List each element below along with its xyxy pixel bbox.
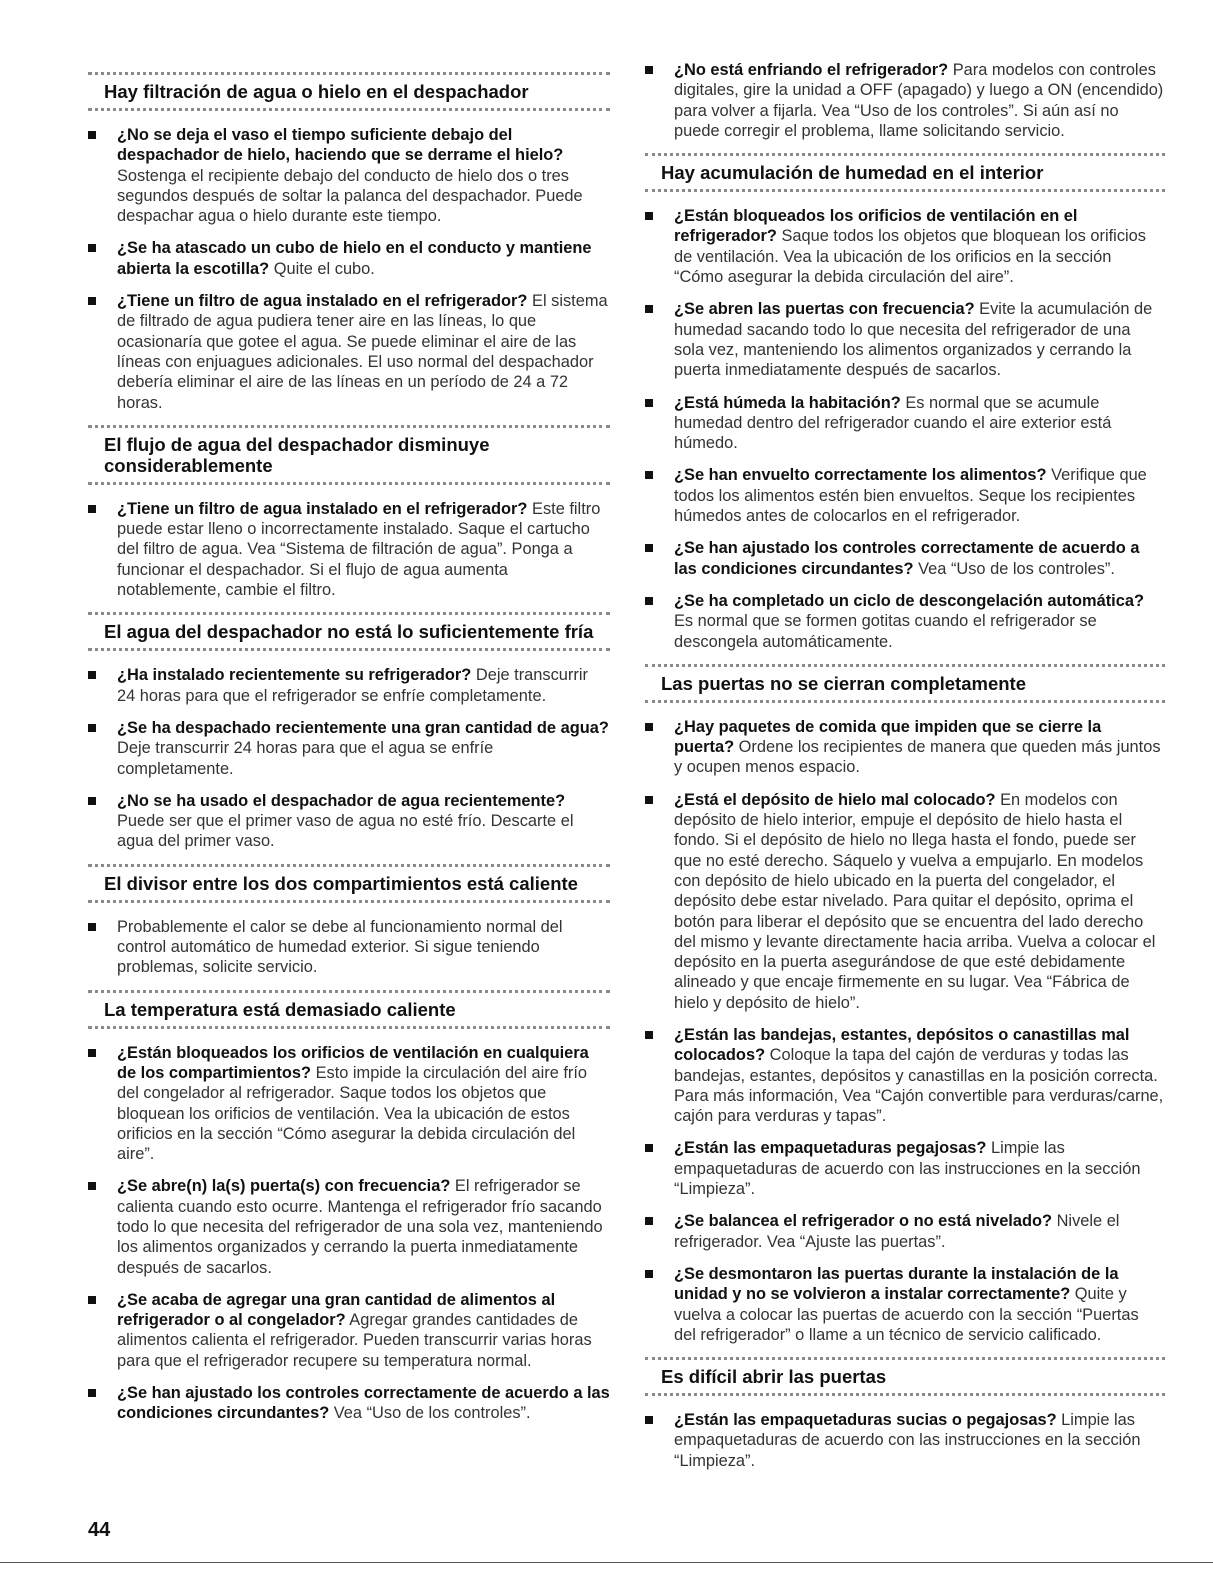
section — [88, 425, 610, 600]
question-text: ¿No está enfriando el refrigerador? — [674, 61, 949, 79]
square-bullet-icon — [88, 724, 96, 732]
list-item — [88, 718, 610, 779]
square-bullet-icon — [88, 1049, 96, 1057]
square-bullet-icon — [645, 597, 653, 605]
answer-text: Este filtro puede estar lleno o incorrectamente instalado. Saque el cartucho del filtro de agua. Vea “Sistema de filtración de agua”. Ponga a funcionar el despachador. Si el flujo de agua aumenta notablemente, cambie el filtro. — [117, 499, 601, 600]
dotted-rule — [88, 1026, 610, 1029]
list-item — [88, 665, 610, 706]
question-text: ¿Están las empaquetaduras pegajosas? — [674, 1139, 987, 1158]
list-item — [88, 917, 610, 978]
square-bullet-icon — [88, 297, 96, 305]
section — [88, 72, 610, 413]
list-item — [645, 206, 1165, 287]
question-text: ¿Se acaba de agregar una gran cantidad de alimentos al refrigerador o al congelador? — [117, 1290, 556, 1330]
answer-text: El refrigerador se calienta cuando esto ocurre. Mantenga el refrigerador frío sacando todo lo que necesita del refrigerador de una sola vez, manteniendo los alimentos organizados y cerrando la puerta inmediatamente después de sacarlos. — [117, 1177, 603, 1277]
question-text: ¿Se han ajustado los controles correctamente de acuerdo a las condiciones circundantes? — [674, 539, 1140, 578]
square-bullet-icon — [88, 1296, 96, 1304]
list-item — [645, 1025, 1165, 1126]
square-bullet-icon — [645, 305, 653, 313]
answer-text: Probablemente el calor se debe al funcionamiento normal del control automático de humedad exterior. Si sigue teniendo problemas, solicite servicio. — [117, 917, 563, 977]
list-item — [88, 1043, 610, 1165]
dotted-rule — [645, 700, 1165, 703]
question-text: ¿Se desmontaron las puertas durante la instalación de la unidad y no se volvieron a instalar correctamente? — [674, 1264, 1119, 1304]
list-item — [88, 125, 610, 226]
answer-text: Esto impide la circulación del aire frío del congelador al refrigerador. Saque todos los objetos que bloquean los orificios de ventilación. Vea la ubicación de estos orificios en la sección “Cómo asegurar la debida circulación del aire”. — [117, 1063, 588, 1164]
answer-text: Vea “Uso de los controles”. — [918, 559, 1115, 578]
item-list — [645, 1410, 1165, 1471]
question-text: ¿Se ha completado un ciclo de descongelación automática? — [674, 591, 1144, 610]
section — [645, 1357, 1165, 1471]
question-text: ¿Hay paquetes de comida que impiden que se cierre la puerta? — [674, 717, 1102, 757]
item-list — [88, 125, 610, 413]
square-bullet-icon — [645, 544, 653, 552]
list-item — [645, 465, 1165, 526]
list-item — [645, 538, 1165, 579]
square-bullet-icon — [88, 1389, 96, 1397]
answer-text: El sistema de filtrado de agua pudiera tener aire en las líneas, lo que ocasionaría que gotee el agua. Se puede eliminar el aire de las líneas con enjuagues adicionales. El uso normal del despachador debería eliminar el aire de las líneas en un período de 24 a 72 horas. — [117, 292, 608, 412]
square-bullet-icon — [645, 1416, 653, 1424]
section-title: El flujo de agua del despachador disminuye considerablemente — [104, 433, 490, 476]
question-text: ¿Ha instalado recientemente su refrigerador? — [117, 666, 472, 685]
list-item — [88, 1290, 610, 1371]
square-bullet-icon — [645, 1270, 653, 1278]
section — [88, 612, 610, 851]
square-bullet-icon — [645, 1031, 653, 1039]
item-list — [88, 1043, 610, 1424]
list-item — [88, 791, 610, 852]
question-text: ¿Está húmeda la habitación? — [674, 393, 901, 412]
dotted-rule — [645, 1393, 1165, 1396]
right-column — [645, 60, 1165, 1483]
question-text: ¿Se abre(n) la(s) puerta(s) con frecuencia? — [117, 1177, 451, 1196]
section-title: Es difícil abrir las puertas — [661, 1366, 887, 1388]
page-bottom-line — [0, 1562, 1213, 1563]
answer-text: Verifique que todos los alimentos estén bien envueltos. Seque los recipientes húmedos antes de colocarlos en el refrigerador. — [674, 466, 1147, 526]
item-list — [645, 60, 1165, 141]
square-bullet-icon — [88, 131, 96, 139]
list-item — [88, 1383, 610, 1424]
dotted-rule — [88, 108, 610, 111]
square-bullet-icon — [88, 244, 96, 252]
question-text: ¿Están bloqueados los orificios de ventilación en el refrigerador? — [674, 207, 1078, 246]
dotted-rule — [645, 189, 1165, 192]
answer-text: Saque todos los objetos que bloquean los orificios de ventilación. Vea la ubicación de los orificios en la sección “Cómo asegurar la debida circulación del aire”. — [674, 227, 1146, 287]
square-bullet-icon — [645, 1144, 653, 1152]
section — [645, 664, 1165, 1345]
list-item — [645, 1138, 1165, 1199]
answer-text: En modelos con depósito de hielo interior, empuje el depósito de hielo hasta el fondo. Si el depósito de hielo no llega hasta el fondo, puede ser que no esté derecho. Sáquelo y vuelva a empujarlo. En modelos con depósito de hielo ubicado en la puerta del congelador, el depósito debe estar nivelado. Para quitar el depósito, oprima el botón para liberar el depósito que se encuentra del lado derecho del mismo y levante directamente hacia arriba. Vuelva a colocar el depósito en la puerta asegurándose de que esté debidamente alineado y que encaje firmemente en su lugar. Vea “Fábrica de hielo y depósito de hielo”. — [674, 790, 1156, 1012]
answer-text: Deje transcurrir 24 horas para que el refrigerador se enfríe completamente. — [117, 666, 588, 705]
list-item — [645, 717, 1165, 778]
section-title: La temperatura está demasiado caliente — [104, 998, 456, 1020]
item-list — [88, 665, 610, 851]
square-bullet-icon — [88, 505, 96, 513]
square-bullet-icon — [645, 1217, 653, 1225]
answer-text: Limpie las empaquetaduras de acuerdo con las instrucciones en la sección “Limpieza”. — [674, 1139, 1141, 1199]
list-item — [88, 499, 610, 600]
list-item — [645, 591, 1165, 652]
list-item — [645, 60, 1165, 141]
answer-text: Agregar grandes cantidades de alimentos calienta el refrigerador. Pueden transcurrir varias horas para que el refrigerador recupere su temperatura normal. — [117, 1311, 592, 1370]
list-item — [645, 299, 1165, 380]
answer-text: Coloque la tapa del cajón de verduras y todas las bandejas, estantes, depósitos y canastillas en la posición correcta. Para más información, Vea “Cajón convertible para verduras/carne, cajón para verduras y tapas”. — [674, 1046, 1164, 1126]
answer-text: Quite el cubo. — [273, 259, 375, 278]
square-bullet-icon — [645, 723, 653, 731]
list-item — [88, 238, 610, 279]
square-bullet-icon — [645, 796, 653, 804]
answer-text: Limpie las empaquetaduras de acuerdo con las instrucciones en la sección “Limpieza”. — [674, 1411, 1141, 1470]
section — [88, 990, 610, 1424]
section-title: El divisor entre los dos compartimientos está caliente — [104, 872, 578, 894]
answer-text: Puede ser que el primer vaso de agua no esté frío. Descarte el agua del primer vaso. — [117, 812, 574, 851]
answer-text: Nivele el refrigerador. Vea “Ajuste las puertas”. — [674, 1212, 1120, 1251]
question-text: ¿Tiene un filtro de agua instalado en el refrigerador? — [117, 292, 528, 311]
question-text: ¿Se ha atascado un cubo de hielo en el conducto y mantiene abierta la escotilla? — [117, 239, 592, 278]
page-number: 44 — [88, 1519, 111, 1541]
question-text: ¿No se ha usado el despachador de agua recientemente? — [117, 791, 566, 810]
list-item — [645, 1264, 1165, 1345]
question-text: ¿Está el depósito de hielo mal colocado? — [674, 790, 996, 809]
list-item — [88, 291, 610, 413]
square-bullet-icon — [88, 1182, 96, 1190]
question-text: ¿Están las bandejas, estantes, depósitos o canastillas mal colocados? — [674, 1025, 1130, 1065]
question-text: ¿Están las empaquetaduras sucias o pegajosas? — [674, 1411, 1057, 1430]
list-item — [645, 1211, 1165, 1252]
answer-text: Sostenga el recipiente debajo del conducto de hielo dos o tres segundos después de soltar la palanca del despachador. Puede despachar agua o hielo durante este tiempo. — [117, 166, 583, 226]
question-text: ¿Se balancea el refrigerador o no está nivelado? — [674, 1212, 1053, 1231]
list-item — [88, 1176, 610, 1277]
square-bullet-icon — [645, 212, 653, 220]
square-bullet-icon — [88, 797, 96, 805]
section-title: El agua del despachador no está lo suficientemente fría — [104, 621, 594, 643]
question-text: ¿Se han ajustado los controles correctamente de acuerdo a las condiciones circundantes? — [117, 1384, 610, 1423]
square-bullet-icon — [645, 66, 653, 74]
answer-text: Para modelos con controles digitales, gire la unidad a OFF (apagado) y luego a ON (encendido) para volver a fijarla. Vea “Uso de los controles”. Si aún así no puede corregir el problema, llame solicitando servicio. — [674, 61, 1164, 140]
square-bullet-icon — [88, 923, 96, 931]
item-list — [645, 717, 1165, 1345]
question-text: ¿Están bloqueados los orificios de ventilación en cualquiera de los compartimientos? — [117, 1043, 589, 1082]
list-item — [645, 1410, 1165, 1471]
list-item — [645, 790, 1165, 1013]
section-title: Hay acumulación de humedad en el interior — [661, 162, 1044, 184]
square-bullet-icon — [645, 471, 653, 479]
section — [645, 153, 1165, 652]
section-title: Las puertas no se cierran completamente — [661, 672, 1026, 694]
list-item — [645, 393, 1165, 454]
item-list — [645, 206, 1165, 652]
answer-text: Quite y vuelva a colocar las puertas de acuerdo con la sección “Puertas del refrigerador” o llame a un técnico de servicio calificado. — [674, 1285, 1139, 1344]
question-text: ¿Se abren las puertas con frecuencia? — [674, 300, 975, 319]
question-text: ¿Tiene un filtro de agua instalado en el refrigerador? — [117, 499, 528, 518]
answer-text: Ordene los recipientes de manera que queden más juntos y ocupen menos espacio. — [674, 738, 1161, 777]
question-text: ¿No se deja el vaso el tiempo suficiente debajo del despachador de hielo, haciendo que se derrame el hielo? — [117, 126, 564, 165]
item-list — [88, 917, 610, 978]
dotted-rule — [88, 900, 610, 903]
square-bullet-icon — [88, 671, 96, 679]
left-column — [88, 60, 610, 1436]
dotted-rule — [88, 482, 610, 485]
answer-text: Es normal que se acumule humedad dentro del refrigerador cuando el aire exterior está húmedo. — [674, 393, 1112, 453]
answer-text: Deje transcurrir 24 horas para que el agua se enfríe completamente. — [117, 739, 494, 778]
square-bullet-icon — [645, 399, 653, 407]
answer-text: Evite la acumulación de humedad sacando todo lo que necesita del refrigerador de una sola vez, manteniendo los alimentos organizados y cerrando la puerta inmediatamente después de sacarlos. — [674, 300, 1153, 380]
dotted-rule — [88, 648, 610, 651]
answer-text: Vea “Uso de los controles”. — [333, 1404, 531, 1423]
answer-text: Es normal que se formen gotitas cuando el refrigerador se descongela automáticamente. — [674, 612, 1097, 651]
section — [88, 864, 610, 978]
question-text: ¿Se ha despachado recientemente una gran cantidad de agua? — [117, 718, 609, 737]
item-list — [88, 499, 610, 600]
section-title: Hay filtración de agua o hielo en el despachador — [104, 81, 529, 102]
section — [645, 60, 1165, 141]
question-text: ¿Se han envuelto correctamente los alimentos? — [674, 466, 1047, 485]
